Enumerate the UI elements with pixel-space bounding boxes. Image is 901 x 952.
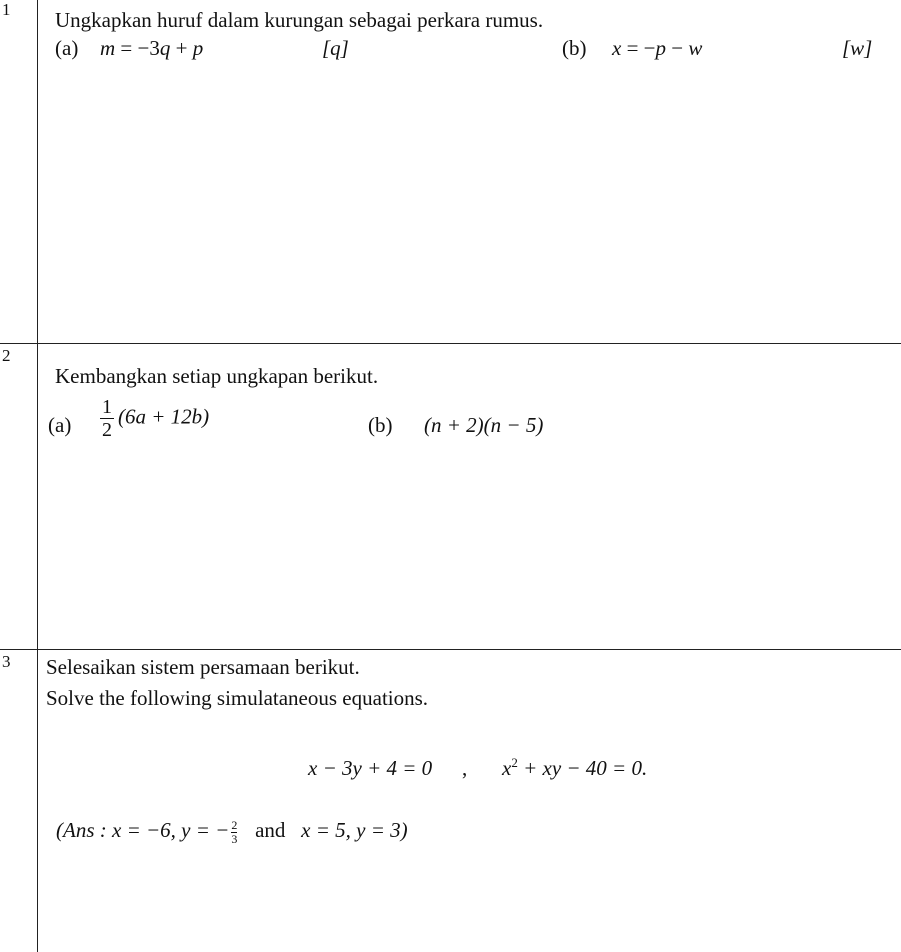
q1b-p: p xyxy=(655,36,667,60)
q1a-bracket-var: [q] xyxy=(322,36,349,60)
q3-eq2-exp: 2 xyxy=(511,755,518,770)
q1b-lhs: x xyxy=(612,36,622,60)
q1b-equation xyxy=(612,36,702,61)
q3-ans-y1-num: 2 xyxy=(231,817,238,832)
q1a-lhs: m xyxy=(100,36,116,60)
q1b-eq: = xyxy=(626,36,639,60)
row-divider-2 xyxy=(0,649,901,650)
q1a-coef: −3 xyxy=(137,36,160,60)
q2a-label: (a) xyxy=(48,413,72,437)
question-number-1: 1 xyxy=(2,0,11,19)
question-number-2: 2 xyxy=(2,346,11,365)
q2b-expr: (n + 2)(n − 5) xyxy=(424,413,544,437)
q3-ans-y1: y = − xyxy=(181,818,230,842)
q3-ans-y1-fraction xyxy=(231,819,237,846)
q3-eq2-x: x xyxy=(502,756,512,780)
q2a-expression xyxy=(96,396,209,441)
q2b-label: (b) xyxy=(368,413,393,437)
q1b-w: w xyxy=(688,36,703,60)
q1a-eq: = xyxy=(120,36,133,60)
q3-instruction-en: Solve the following simulataneous equations. xyxy=(46,686,429,710)
q3-instruction-ms: Selesaikan sistem persamaan berikut. xyxy=(46,655,360,679)
q3-equation-2 xyxy=(502,756,647,781)
q1b-label: (b) xyxy=(562,36,587,60)
q3-ans-open: (Ans : xyxy=(56,818,112,842)
q1a-q: q xyxy=(159,36,171,60)
q2a-frac-den: 2 xyxy=(102,419,112,441)
column-divider xyxy=(37,0,38,952)
q3-comma: , xyxy=(462,756,468,780)
q3-equation-1: x − 3y + 4 = 0 xyxy=(308,756,433,780)
q1b-minus2: − xyxy=(671,36,684,60)
q2a-expr: (6a + 12b) xyxy=(118,404,210,429)
q2-instruction: Kembangkan setiap ungkapan berikut. xyxy=(55,364,379,388)
q2a-frac-num: 1 xyxy=(102,396,112,418)
q3-answer xyxy=(56,818,408,846)
q3-ans-y1-den: 3 xyxy=(231,831,238,846)
q3-ans-x1: x = −6, xyxy=(112,818,176,842)
row-divider-1 xyxy=(0,343,901,344)
q3-ans-2: x = 5, y = 3) xyxy=(301,818,408,842)
q2a-fraction xyxy=(100,396,114,441)
q3-ans-and: and xyxy=(255,818,286,842)
q1b-minus1: − xyxy=(643,36,656,60)
q1a-p: p xyxy=(192,36,204,60)
q1a-label: (a) xyxy=(55,36,79,60)
q1-instruction: Ungkapkan huruf dalam kurungan sebagai perkara rumus. xyxy=(55,8,544,32)
q1a-equation xyxy=(100,36,203,61)
q3-eq2-rest: + xy − 40 = 0. xyxy=(523,756,648,780)
q1b-bracket-var: [w] xyxy=(842,36,873,60)
q1a-plus: + xyxy=(175,36,188,60)
question-number-3: 3 xyxy=(2,652,11,671)
